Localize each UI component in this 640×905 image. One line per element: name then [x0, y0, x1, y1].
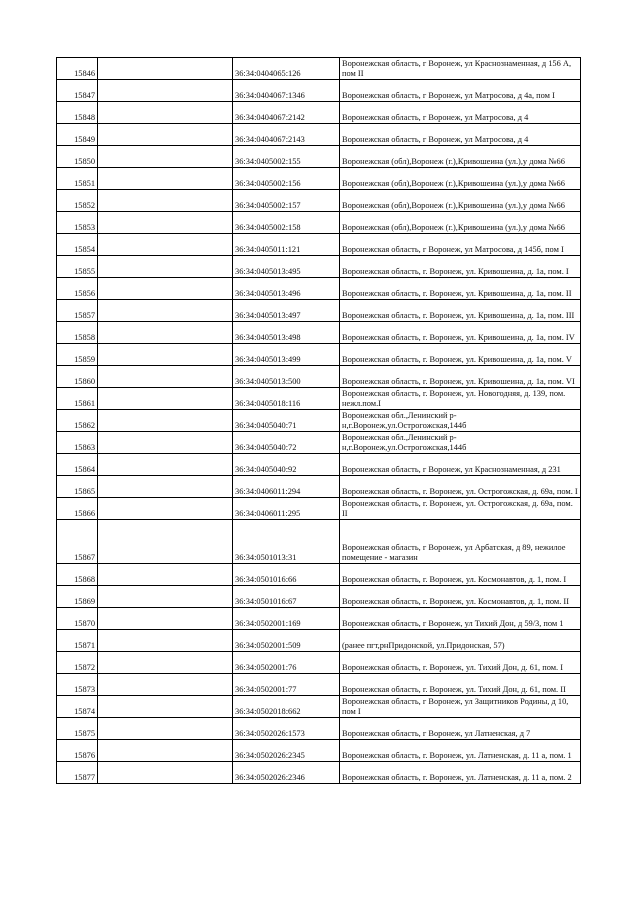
- row-number: 15850: [57, 146, 98, 168]
- row-number: 15860: [57, 366, 98, 388]
- address-cell: Воронежская обл.,Ленинский р-н,г.Воронеж,ул.Острогожская,144б: [340, 410, 581, 432]
- table-row: [57, 718, 581, 740]
- cadastral-number: 36:34:0406011:294: [233, 476, 340, 498]
- empty-cell: [98, 234, 233, 256]
- row-number: 15877: [57, 762, 98, 784]
- row-number: 15849: [57, 124, 98, 146]
- row-number: 15857: [57, 300, 98, 322]
- address-cell: Воронежская (обл),Воронеж (г.),Кривошеина (ул.),у дома №66: [340, 190, 581, 212]
- table-row: [57, 586, 581, 608]
- table-row: [57, 234, 581, 256]
- row-number: 15865: [57, 476, 98, 498]
- empty-cell: [98, 102, 233, 124]
- table-row: [57, 366, 581, 388]
- table-row: [57, 300, 581, 322]
- cadastral-number: 36:34:0502001:509: [233, 630, 340, 652]
- empty-cell: [98, 168, 233, 190]
- empty-cell: [98, 696, 233, 718]
- cadastral-number: 36:34:0502026:1573: [233, 718, 340, 740]
- address-cell: Воронежская (обл),Воронеж (г.),Кривошеина (ул.),у дома №66: [340, 212, 581, 234]
- empty-cell: [98, 718, 233, 740]
- empty-cell: [98, 520, 233, 564]
- address-cell: Воронежская область, г Воронеж, ул Защитников Родины, д 10, пом I: [340, 696, 581, 718]
- address-cell: Воронежская область, г. Воронеж, ул. Новогодняя, д. 139, пом. нежл.пом.I: [340, 388, 581, 410]
- row-number: 15868: [57, 564, 98, 586]
- cadastral-number: 36:34:0404067:1346: [233, 80, 340, 102]
- address-cell: Воронежская область, г Воронеж, ул Арбатская, д 89, нежилое помещение - магазин: [340, 520, 581, 564]
- address-cell: Воронежская область, г. Воронеж, ул. Острогожская, д. 69а, пом. II: [340, 498, 581, 520]
- row-number: 15862: [57, 410, 98, 432]
- empty-cell: [98, 388, 233, 410]
- cadastral-number: 36:34:0405002:156: [233, 168, 340, 190]
- row-number: 15858: [57, 322, 98, 344]
- address-cell: Воронежская область, г. Воронеж, ул. Тихий Дон, д. 61, пом. I: [340, 652, 581, 674]
- cadastral-number: 36:34:0404065:126: [233, 58, 340, 80]
- registry-table: [56, 57, 581, 784]
- address-cell: Воронежская область, г Воронеж, ул Матросова, д 4: [340, 124, 581, 146]
- cadastral-number: 36:34:0501016:67: [233, 586, 340, 608]
- row-number: 15873: [57, 674, 98, 696]
- table-row: [57, 520, 581, 564]
- table-row: [57, 674, 581, 696]
- row-number: 15872: [57, 652, 98, 674]
- cadastral-number: 36:34:0405013:496: [233, 278, 340, 300]
- table-row: [57, 322, 581, 344]
- cadastral-number: 36:34:0502001:76: [233, 652, 340, 674]
- table-row: [57, 652, 581, 674]
- row-number: 15854: [57, 234, 98, 256]
- empty-cell: [98, 300, 233, 322]
- address-cell: Воронежская область, г Воронеж, ул Краснознаменная, д 231: [340, 454, 581, 476]
- address-cell: Воронежская область, г Воронеж, ул Краснознаменная, д 156 А, пом II: [340, 58, 581, 80]
- empty-cell: [98, 212, 233, 234]
- empty-cell: [98, 322, 233, 344]
- cadastral-number: 36:34:0404067:2143: [233, 124, 340, 146]
- cadastral-number: 36:34:0405002:158: [233, 212, 340, 234]
- table-row: [57, 630, 581, 652]
- cadastral-number: 36:34:0405013:499: [233, 344, 340, 366]
- address-cell: (ранее пгт,рнПридонской, ул.Придонская, 57): [340, 630, 581, 652]
- cadastral-number: 36:34:0405013:500: [233, 366, 340, 388]
- row-number: 15856: [57, 278, 98, 300]
- address-cell: Воронежская область, г. Воронеж, ул. Кривошеина, д. 1а, пом. VI: [340, 366, 581, 388]
- table-row: [57, 762, 581, 784]
- address-cell: Воронежская область, г. Воронеж, ул. Латненская, д. 11 а, пом. 1: [340, 740, 581, 762]
- address-cell: Воронежская область, г. Воронеж, ул. Кривошеина, д. 1а, пом. V: [340, 344, 581, 366]
- empty-cell: [98, 256, 233, 278]
- row-number: 15866: [57, 498, 98, 520]
- cadastral-number: 36:34:0405002:155: [233, 146, 340, 168]
- table-row: [57, 454, 581, 476]
- empty-cell: [98, 124, 233, 146]
- row-number: 15871: [57, 630, 98, 652]
- row-number: 15847: [57, 80, 98, 102]
- address-cell: Воронежская область, г. Воронеж, ул. Космонавтов, д. 1, пом. II: [340, 586, 581, 608]
- address-cell: Воронежская область, г. Воронеж, ул. Тихий Дон, д. 61, пом. II: [340, 674, 581, 696]
- cadastral-number: 36:34:0405040:72: [233, 432, 340, 454]
- row-number: 15846: [57, 58, 98, 80]
- address-cell: Воронежская область, г. Воронеж, ул. Кривошеина, д. 1а, пом. IV: [340, 322, 581, 344]
- table-row: [57, 432, 581, 454]
- address-cell: Воронежская область, г. Воронеж, ул. Космонавтов, д. 1, пом. I: [340, 564, 581, 586]
- cadastral-number: 36:34:0502018:662: [233, 696, 340, 718]
- empty-cell: [98, 762, 233, 784]
- row-number: 15852: [57, 190, 98, 212]
- table-row: [57, 80, 581, 102]
- address-cell: Воронежская область, г. Воронеж, ул. Острогожская, д. 69а, пом. I: [340, 476, 581, 498]
- table-row: [57, 498, 581, 520]
- table-row: [57, 190, 581, 212]
- table-row: [57, 278, 581, 300]
- address-cell: Воронежская область, г Воронеж, ул Латненская, д 7: [340, 718, 581, 740]
- empty-cell: [98, 586, 233, 608]
- table-row: [57, 256, 581, 278]
- empty-cell: [98, 608, 233, 630]
- cadastral-number: 36:34:0406011:295: [233, 498, 340, 520]
- cadastral-number: 36:34:0502001:169: [233, 608, 340, 630]
- cadastral-number: 36:34:0405018:116: [233, 388, 340, 410]
- table-row: [57, 212, 581, 234]
- address-cell: Воронежская область, г Воронеж, ул Матросова, д 4а, пом I: [340, 80, 581, 102]
- row-number: 15855: [57, 256, 98, 278]
- empty-cell: [98, 674, 233, 696]
- address-cell: Воронежская область, г. Воронеж, ул. Кривошеина, д. 1а, пом. III: [340, 300, 581, 322]
- empty-cell: [98, 278, 233, 300]
- row-number: 15861: [57, 388, 98, 410]
- cadastral-number: 36:34:0501016:66: [233, 564, 340, 586]
- cadastral-number: 36:34:0502001:77: [233, 674, 340, 696]
- row-number: 15876: [57, 740, 98, 762]
- row-number: 15870: [57, 608, 98, 630]
- address-cell: Воронежская область, г. Воронеж, ул. Латненская, д. 11 а, пом. 2: [340, 762, 581, 784]
- empty-cell: [98, 58, 233, 80]
- table-row: [57, 124, 581, 146]
- empty-cell: [98, 630, 233, 652]
- empty-cell: [98, 498, 233, 520]
- address-cell: Воронежская область, г. Воронеж, ул. Кривошеина, д. 1а, пом. II: [340, 278, 581, 300]
- row-number: 15869: [57, 586, 98, 608]
- empty-cell: [98, 146, 233, 168]
- empty-cell: [98, 432, 233, 454]
- address-cell: Воронежская (обл),Воронеж (г.),Кривошеина (ул.),у дома №66: [340, 168, 581, 190]
- table-row: [57, 410, 581, 432]
- empty-cell: [98, 740, 233, 762]
- cadastral-number: 36:34:0405013:495: [233, 256, 340, 278]
- table-row: [57, 58, 581, 80]
- address-cell: Воронежская (обл),Воронеж (г.),Кривошеина (ул.),у дома №66: [340, 146, 581, 168]
- address-cell: Воронежская область, г Воронеж, ул Матросова, д 145б, пом I: [340, 234, 581, 256]
- table-row: [57, 476, 581, 498]
- empty-cell: [98, 410, 233, 432]
- empty-cell: [98, 476, 233, 498]
- cadastral-number: 36:34:0405011:121: [233, 234, 340, 256]
- empty-cell: [98, 80, 233, 102]
- table-row: [57, 168, 581, 190]
- table-row: [57, 146, 581, 168]
- row-number: 15863: [57, 432, 98, 454]
- row-number: 15875: [57, 718, 98, 740]
- address-cell: Воронежская область, г Воронеж, ул Тихий Дон, д 59/3, пом 1: [340, 608, 581, 630]
- address-cell: Воронежская обл.,Ленинский р-н,г.Воронеж,ул.Острогожская,144б: [340, 432, 581, 454]
- row-number: 15851: [57, 168, 98, 190]
- cadastral-number: 36:34:0405002:157: [233, 190, 340, 212]
- empty-cell: [98, 366, 233, 388]
- empty-cell: [98, 344, 233, 366]
- table-row: [57, 564, 581, 586]
- cadastral-number: 36:34:0501013:31: [233, 520, 340, 564]
- cadastral-number: 36:34:0404067:2142: [233, 102, 340, 124]
- cadastral-number: 36:34:0502026:2345: [233, 740, 340, 762]
- cadastral-number: 36:34:0405040:71: [233, 410, 340, 432]
- table-row: [57, 344, 581, 366]
- cadastral-number: 36:34:0405013:498: [233, 322, 340, 344]
- row-number: 15874: [57, 696, 98, 718]
- empty-cell: [98, 564, 233, 586]
- table-row: [57, 388, 581, 410]
- row-number: 15848: [57, 102, 98, 124]
- cadastral-number: 36:34:0405013:497: [233, 300, 340, 322]
- address-cell: Воронежская область, г Воронеж, ул Матросова, д 4: [340, 102, 581, 124]
- empty-cell: [98, 190, 233, 212]
- registry-table-body: [57, 58, 581, 784]
- empty-cell: [98, 454, 233, 476]
- table-row: [57, 102, 581, 124]
- row-number: 15867: [57, 520, 98, 564]
- address-cell: Воронежская область, г. Воронеж, ул. Кривошеина, д. 1а, пом. I: [340, 256, 581, 278]
- empty-cell: [98, 652, 233, 674]
- row-number: 15864: [57, 454, 98, 476]
- table-row: [57, 740, 581, 762]
- table-row: [57, 608, 581, 630]
- cadastral-number: 36:34:0502026:2346: [233, 762, 340, 784]
- cadastral-number: 36:34:0405040:92: [233, 454, 340, 476]
- table-row: [57, 696, 581, 718]
- row-number: 15859: [57, 344, 98, 366]
- row-number: 15853: [57, 212, 98, 234]
